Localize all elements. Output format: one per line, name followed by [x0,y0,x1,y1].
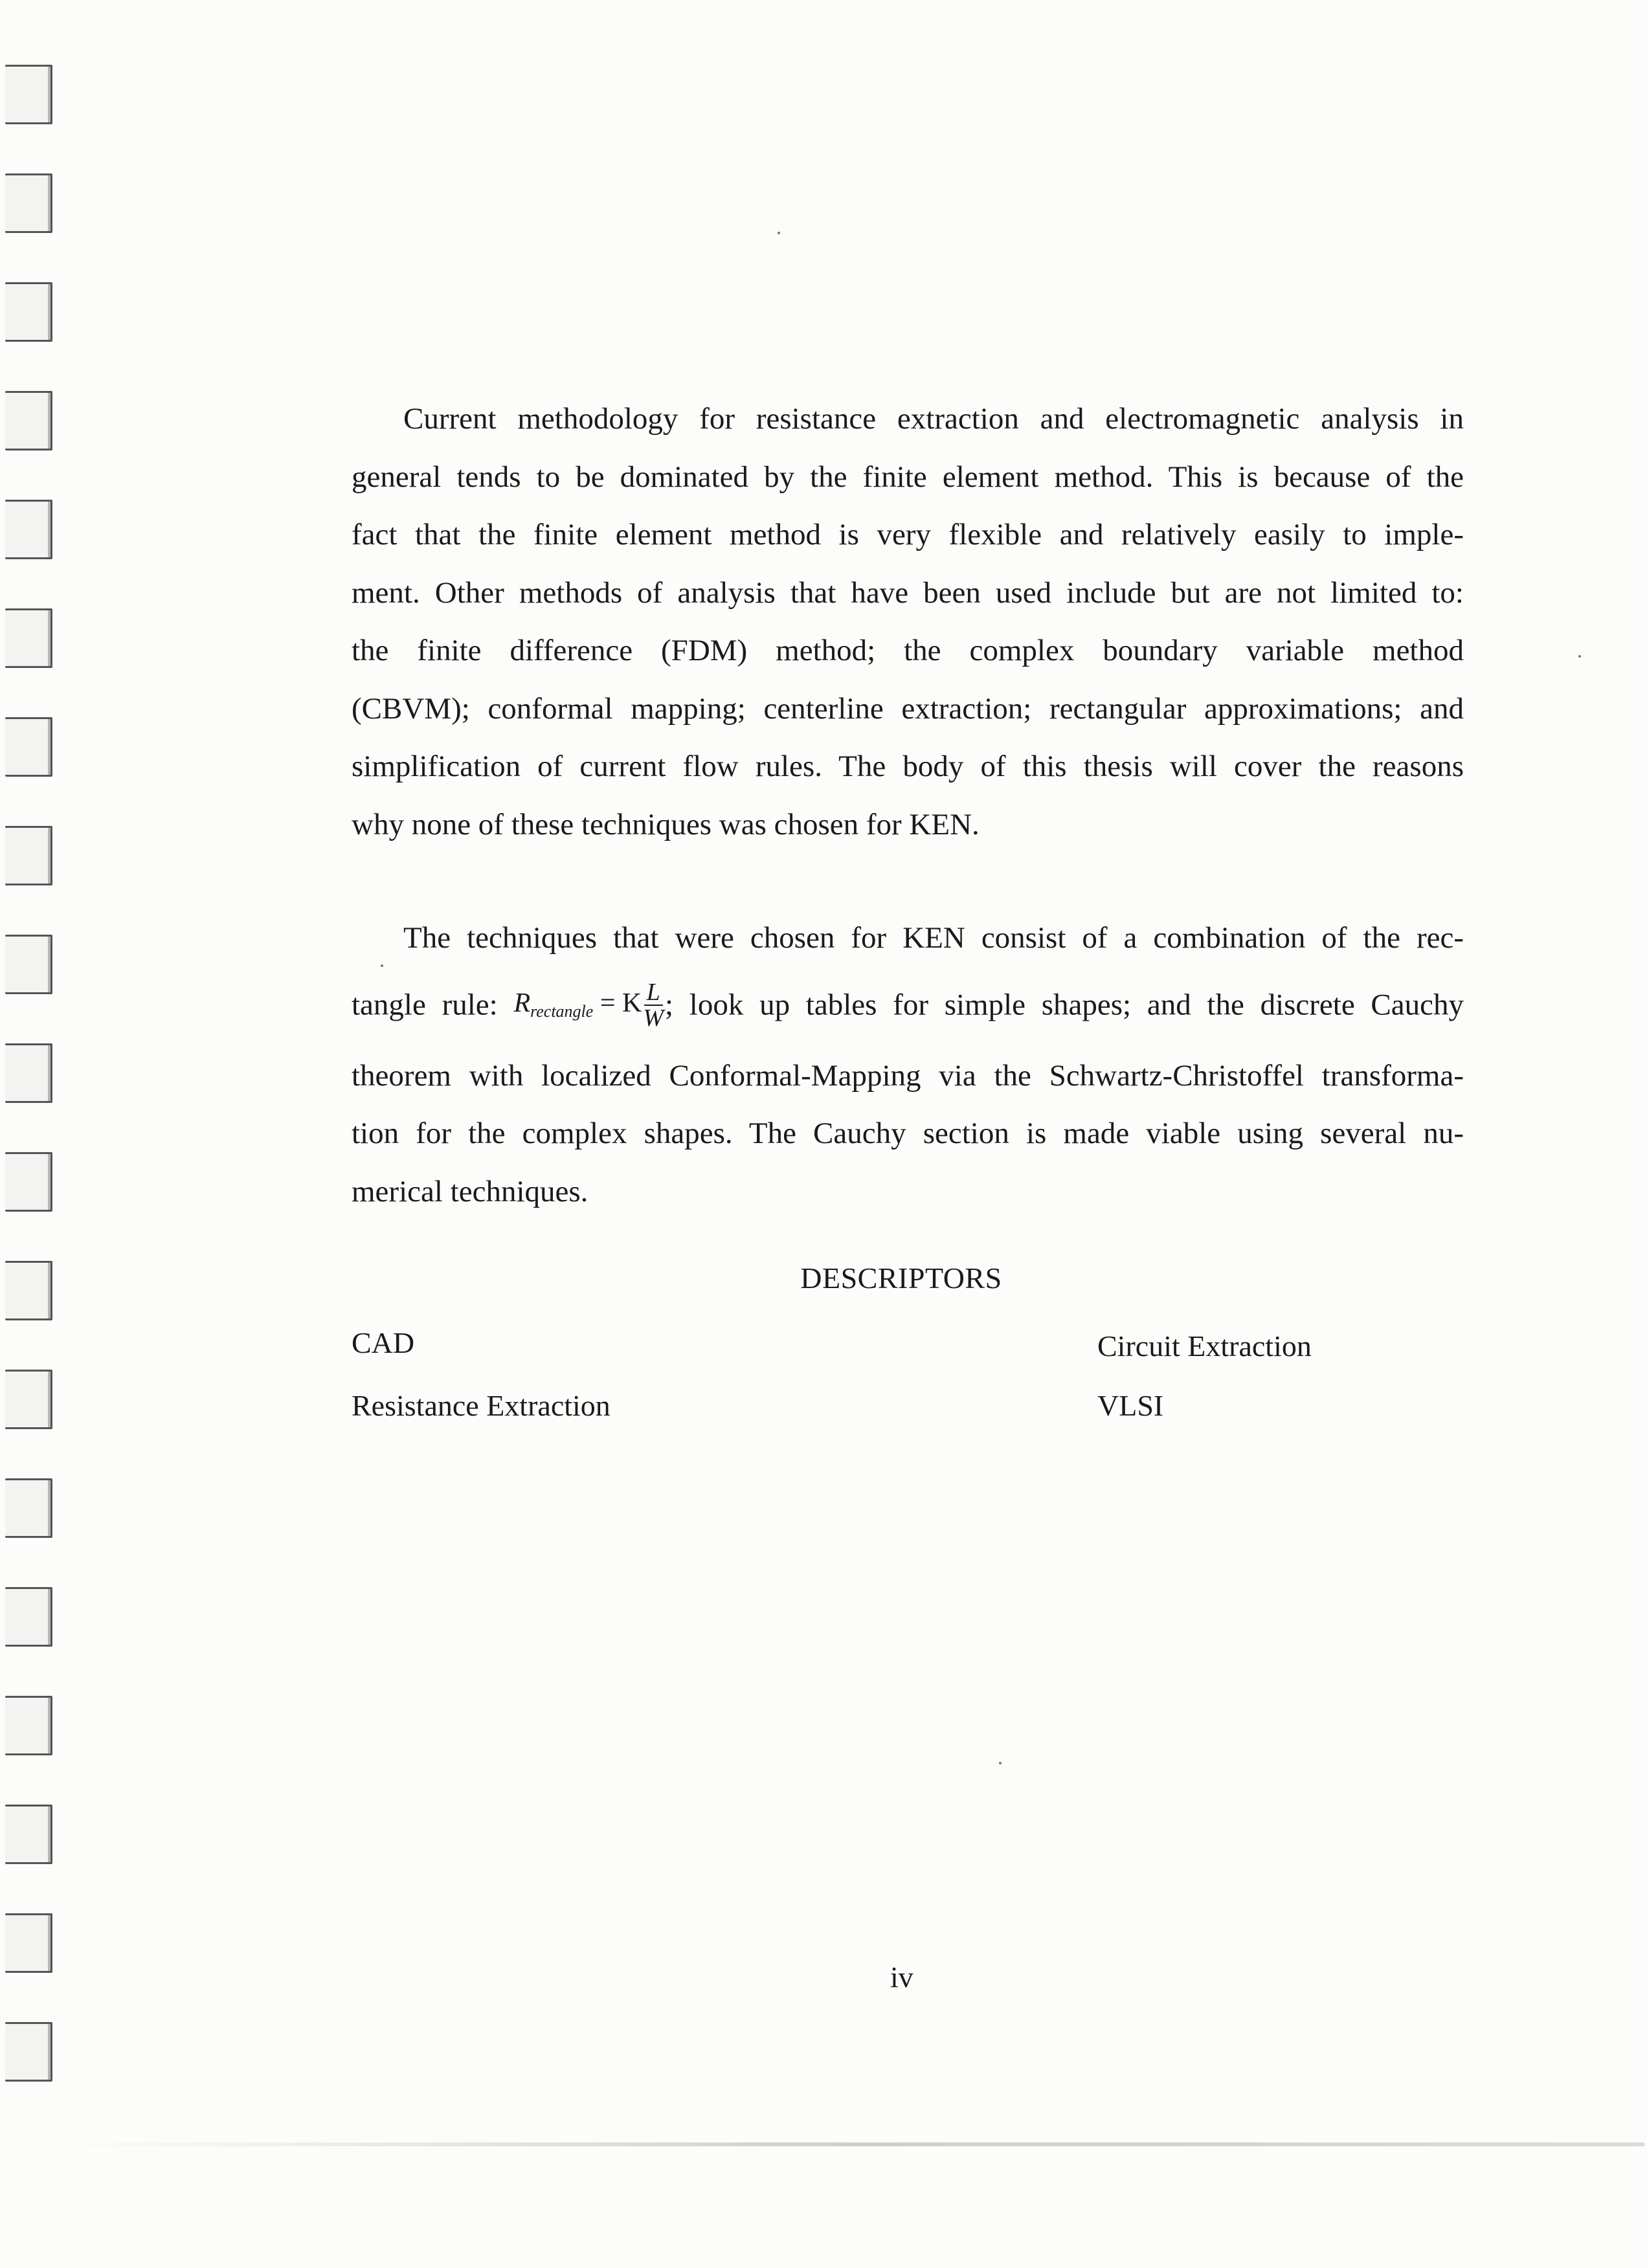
abstract-paragraph-1 [352,390,1464,854]
binding-hole-icon [5,1478,52,1538]
binding-hole-icon [5,65,52,124]
paragraph-line: (CBVM); conformal mapping; centerline extraction; rectangular approximations; and [352,691,1464,726]
paper-speck [1578,655,1581,658]
descriptor-resistance-extraction: Resistance Extraction [352,1389,611,1422]
descriptor-circuit-extraction: Circuit Extraction [1097,1329,1312,1362]
paragraph-line: The techniques that were chosen for KEN consist of a combination of the rec- [403,921,1464,955]
formula-numerator: L [644,980,663,1006]
formula-subscript: rectangle [530,1001,594,1021]
formula-denominator: W [643,1004,664,1032]
binding-hole-icon [5,391,52,450]
binding-hole-icon [5,173,52,233]
descriptor-vlsi: VLSI [1097,1389,1164,1422]
paragraph-line: the finite difference (FDM) method; the complex boundary variable method [352,634,1464,667]
paragraph-line: Current methodology for resistance extraction and electromagnetic analysis in [403,402,1464,436]
binding-hole-icon [5,500,52,559]
binding-hole-icon [5,826,52,885]
paragraph-line: fact that the finite element method is very flexible and relatively easily to imple- [352,518,1464,551]
spiral-binding [0,65,58,2084]
page-number: iv [890,1961,913,1994]
descriptors-heading-text: DESCRIPTORS [800,1262,1002,1295]
binding-hole-icon [5,1587,52,1647]
binding-hole-icon [5,717,52,777]
binding-hole-icon [5,935,52,994]
binding-hole-icon [5,282,52,342]
binding-hole-icon [5,1043,52,1103]
paragraph-line: tion for the complex shapes. The Cauchy section is made viable using several nu- [352,1117,1464,1150]
formula-outro: ; look up tables for simple shapes; and the discrete Cauchy [665,987,1464,1021]
paper-speck [778,232,780,234]
paragraph-line: why none of these techniques was chosen for KEN. [352,807,980,841]
formula-equals: = K [599,988,642,1018]
binding-hole-icon [5,608,52,668]
paragraph-line: merical techniques. [352,1174,588,1208]
formula-line [352,968,1464,1047]
descriptors-heading [0,1261,1647,1295]
binding-hole-icon [5,2022,52,2082]
paragraph-line: theorem with localized Conformal-Mapping via the Schwartz-Christoffel transforma- [352,1058,1464,1093]
rectangle-rule-formula [513,968,665,1047]
descriptor-cad: CAD [352,1326,415,1359]
page-edge-shadow [65,2142,1644,2146]
formula-fraction [643,980,664,1030]
binding-hole-icon [5,1152,52,1212]
paragraph-line: simplification of current flow rules. The body of this thesis will cover the reasons [352,750,1464,783]
binding-hole-icon [5,1805,52,1864]
formula-r: R [513,988,531,1018]
paper-speck [999,1762,1002,1764]
paragraph-line: general tends to be dominated by the finite element method. This is because of the [352,460,1464,494]
abstract-paragraph-2 [352,909,1464,1221]
binding-hole-icon [5,1696,52,1755]
binding-hole-icon [5,1913,52,1973]
binding-hole-icon [5,1370,52,1429]
formula-intro: tangle rule: [352,987,498,1021]
paragraph-line: ment. Other methods of analysis that have been used include but are not limited to: [352,575,1464,610]
